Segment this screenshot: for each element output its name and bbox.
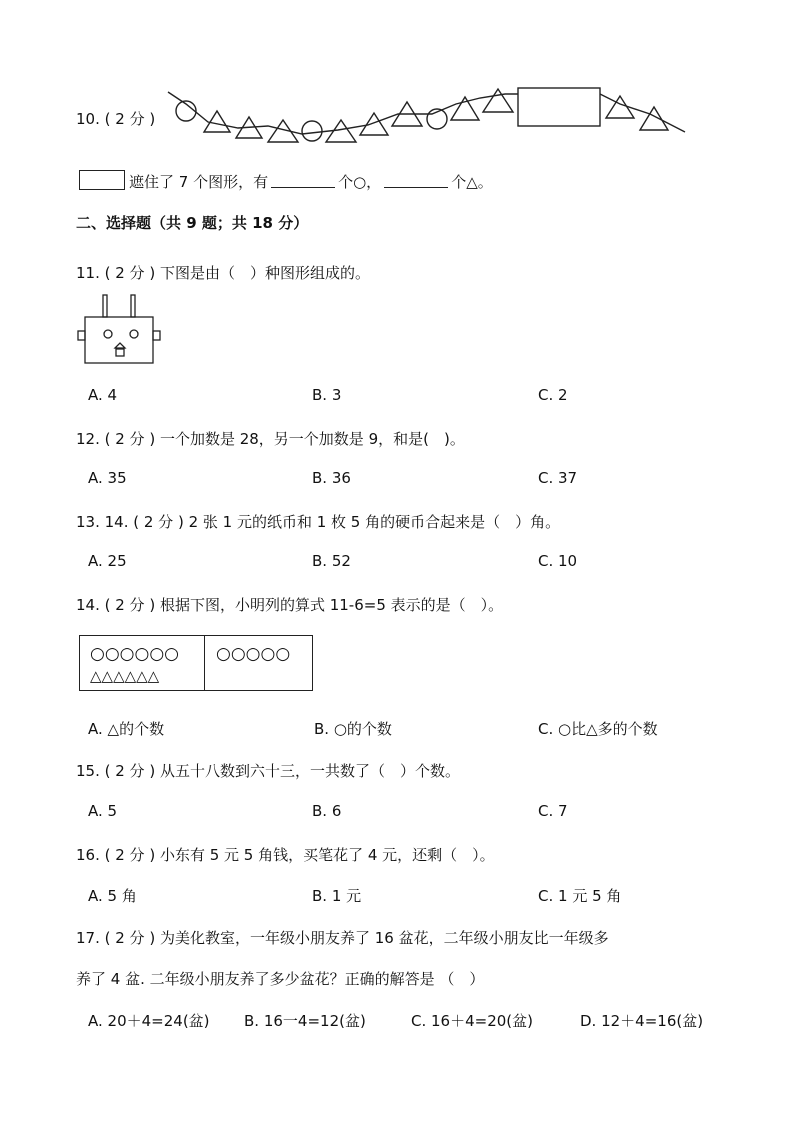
robot-antenna-left: [103, 295, 107, 317]
section-2-title: 二、选择题（共 9 题；共 18 分）: [76, 214, 309, 232]
q11-option-a[interactable]: A. 4: [88, 386, 118, 404]
q10-text-end: 个△。: [451, 173, 493, 191]
shape-sequence-figure: [160, 80, 700, 150]
q10-blank-circles[interactable]: [271, 173, 335, 188]
q16-option-a[interactable]: A. 5 角: [88, 887, 137, 905]
cover-box-icon: [79, 170, 125, 190]
q17-option-a[interactable]: A. 20＋4=24(盆): [88, 1012, 210, 1030]
triangle-shape: [360, 113, 388, 135]
q15-option-b[interactable]: B. 6: [312, 802, 342, 820]
robot-mouth-square: [116, 349, 124, 356]
q14-left-triangles: △△△△△△: [90, 667, 160, 685]
q13-option-a[interactable]: A. 25: [88, 552, 127, 570]
q12-option-b[interactable]: B. 36: [312, 469, 351, 487]
q17-stem-line-1: 17. ( 2 分 ) 为美化教室，一年级小朋友养了 16 盆花，二年级小朋友比一年级多: [76, 929, 609, 947]
q15-option-c[interactable]: C. 7: [538, 802, 568, 820]
q17-option-d[interactable]: D. 12＋4=16(盆): [580, 1012, 704, 1030]
q17-stem-line-2: 养了 4 盆. 二年级小朋友养了多少盆花？正确的解答是 （ ）: [76, 970, 485, 988]
q14-option-a[interactable]: A. △的个数: [88, 720, 165, 738]
q12-option-c[interactable]: C. 37: [538, 469, 578, 487]
q13-option-b[interactable]: B. 52: [312, 552, 351, 570]
q14-divider: [204, 636, 205, 690]
triangle-shape: [483, 89, 513, 112]
q13-option-c[interactable]: C. 10: [538, 552, 578, 570]
q15-stem: 15. ( 2 分 ) 从五十八数到六十三，一共数了（ ）个数。: [76, 762, 460, 780]
q11-stem: 11. ( 2 分 ) 下图是由（ ）种图形组成的。: [76, 264, 370, 282]
triangle-shape: [451, 97, 479, 120]
q17-option-b[interactable]: B. 16一4=12(盆): [244, 1012, 366, 1030]
robot-nose-triangle: [115, 343, 125, 348]
q15-option-a[interactable]: A. 5: [88, 802, 118, 820]
q14-option-b[interactable]: B. ○的个数: [314, 720, 392, 738]
q17-option-c[interactable]: C. 16＋4=20(盆): [411, 1012, 533, 1030]
robot-ear-right: [153, 331, 160, 340]
q14-right-circles: ○○○○○: [216, 644, 291, 664]
robot-antenna-right: [131, 295, 135, 317]
cover-rectangle: [518, 88, 600, 126]
q10-blank-triangles[interactable]: [384, 173, 448, 188]
q11-option-c[interactable]: C. 2: [538, 386, 568, 404]
triangle-shape: [268, 120, 298, 142]
q16-stem: 16. ( 2 分 ) 小东有 5 元 5 角钱，买笔花了 4 元，还剩（ ）。: [76, 846, 495, 864]
robot-figure: [76, 292, 168, 368]
robot-eye-right: [130, 330, 138, 338]
q10-text-before: 遮住了 7 个图形，有: [129, 173, 269, 191]
q12-option-a[interactable]: A. 35: [88, 469, 127, 487]
q10-number: 10.: [76, 110, 100, 128]
q14-option-c[interactable]: C. ○比△多的个数: [538, 720, 658, 738]
q12-stem: 12. ( 2 分 ) 一个加数是 28，另一个加数是 9，和是( )。: [76, 430, 465, 448]
q10-score: ( 2 分 ): [104, 110, 156, 128]
robot-ear-left: [78, 331, 85, 340]
q10-text-middle: 个○，: [338, 173, 382, 191]
q10-fill-line: [79, 170, 493, 192]
q14-figure-box: [79, 635, 313, 691]
q14-left-circles: ○○○○○○: [90, 644, 180, 664]
q14-stem: 14. ( 2 分 ) 根据下图，小明列的算式 11-6=5 表示的是（ ）。: [76, 596, 504, 614]
q11-option-b[interactable]: B. 3: [312, 386, 342, 404]
triangle-shape: [640, 107, 668, 130]
q16-option-b[interactable]: B. 1 元: [312, 887, 362, 905]
q13-stem: 13. 14. ( 2 分 ) 2 张 1 元的纸币和 1 枚 5 角的硬币合起来是（ ）角。: [76, 513, 561, 531]
robot-eye-left: [104, 330, 112, 338]
q10-header: [76, 108, 155, 129]
circle-shape: [302, 121, 322, 141]
q16-option-c[interactable]: C. 1 元 5 角: [538, 887, 622, 905]
